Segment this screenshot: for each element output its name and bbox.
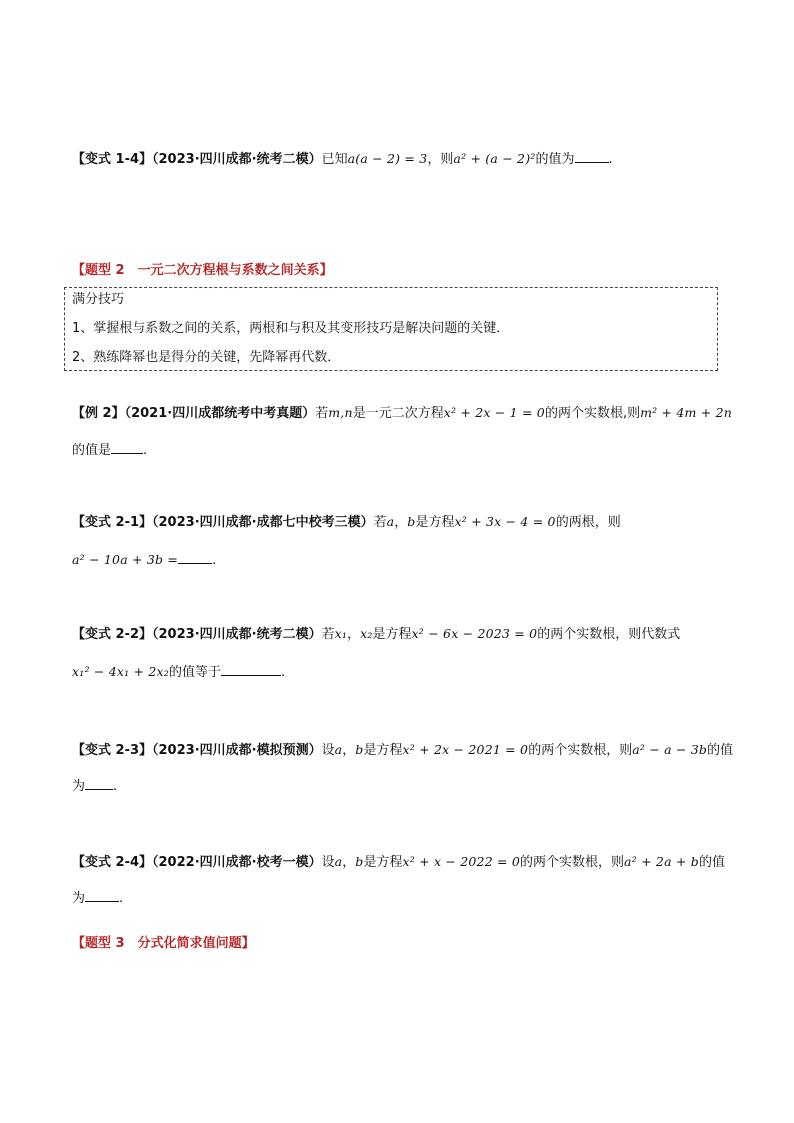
question-text: 是方程 [363, 855, 403, 870]
question-text: ， [342, 855, 356, 870]
question-text: 已知 [321, 152, 348, 167]
math-variable: b [355, 742, 364, 757]
question-text: 的两个实数根，则 [520, 855, 625, 870]
question-text: 设 [321, 743, 335, 758]
math-expression: a² − a − 3b [632, 742, 708, 757]
question-text: 若 [315, 406, 329, 421]
question-2-4-line-2 [72, 887, 123, 908]
question-end: . [119, 891, 124, 906]
section-3-heading: 【题型 3 分式化简求值问题】 [72, 936, 255, 951]
question-2-2-line-2 [72, 661, 285, 682]
question-tag: 【变式 2-2】 [72, 627, 153, 642]
question-tag: 【例 2】 [72, 406, 125, 421]
question-end: . [113, 779, 118, 794]
tips-box [64, 287, 718, 371]
question-text: 的两个实数根,则 [544, 406, 641, 421]
answer-blank [85, 887, 119, 902]
question-text: 的值 [707, 743, 734, 758]
math-expression: m² + 4m + 2n [640, 405, 733, 420]
section-2-heading: 【题型 2 一元二次方程根与系数之间关系】 [72, 263, 333, 278]
math-expression: x² + 3x − 4 = 0 [454, 514, 556, 529]
math-variable: a [386, 514, 395, 529]
question-text: 的值是 [72, 443, 112, 458]
question-end: . [212, 553, 217, 568]
question-text: 的两根，则 [555, 515, 621, 530]
math-expression: a² + (a − 2)² [453, 151, 536, 166]
answer-blank [85, 775, 113, 790]
math-expression: x² + 2x − 2021 = 0 [402, 742, 529, 757]
math-expression: m,n [328, 405, 353, 420]
question-text: 的值为 [535, 152, 575, 167]
math-expression: a² − 10a + 3b = [72, 552, 179, 567]
question-tag: 【变式 2-3】 [72, 743, 153, 758]
math-expression: x₁² − 4x₁ + 2x₂ [72, 664, 169, 679]
tips-title: 满分技巧 [72, 292, 125, 307]
question-source: （2023·四川成都·统考二模） [152, 627, 322, 642]
question-source: （2023·四川成都·成都七中校考三模） [152, 515, 374, 530]
question-text: 的两个实数根，则 [528, 743, 633, 758]
tips-line-2: 2、熟练降幂也是得分的关键，先降幂再代数． [72, 350, 341, 365]
answer-blank [221, 661, 281, 676]
math-expression: a² + 2a + b [624, 854, 699, 869]
math-expression: x² + x − 2022 = 0 [402, 854, 521, 869]
example-2-line-1 [72, 404, 732, 423]
math-expression: a(a − 2) = 3 [347, 151, 428, 166]
question-source: （2022·四川成都·校考一模） [152, 855, 322, 870]
question-2-3-line-1 [72, 741, 733, 760]
question-text: 是一元二次方程 [352, 406, 444, 421]
answer-blank [111, 439, 143, 454]
question-source: （2021·四川成都统考中考真题） [124, 406, 316, 421]
question-end: . [143, 443, 148, 458]
question-source: （2023·四川成都·统考二模） [152, 152, 322, 167]
question-text: 的两个实数根，则代数式 [537, 627, 681, 642]
question-2-2-line-1 [72, 625, 680, 644]
question-text: ， [342, 743, 356, 758]
question-2-3-line-2 [72, 775, 117, 796]
math-variable: a [334, 854, 343, 869]
question-text: 是方程 [363, 743, 403, 758]
question-tag: 【变式 2-4】 [72, 855, 153, 870]
question-tag: 【变式 1-4】 [72, 152, 153, 167]
question-2-1-line-1 [72, 513, 621, 532]
question-2-4-line-1 [72, 853, 725, 872]
math-variable: x₂ [360, 626, 373, 641]
question-text: 的值 [698, 855, 725, 870]
question-source: （2023·四川成都·模拟预测） [152, 743, 322, 758]
question-1-4 [72, 148, 613, 169]
math-variable: a [334, 742, 343, 757]
example-2-line-2 [72, 439, 147, 460]
question-text: 是方程 [372, 627, 412, 642]
question-end: . [280, 665, 286, 680]
question-text: 的值等于 [168, 665, 221, 680]
question-text: 为 [72, 891, 86, 906]
answer-blank [178, 549, 212, 564]
math-expression: x² − 6x − 2023 = 0 [411, 626, 538, 641]
question-text: 若 [373, 515, 387, 530]
question-text: 为 [72, 779, 86, 794]
math-variable: b [407, 514, 416, 529]
question-text: ，则 [427, 152, 454, 167]
question-2-1-line-2 [72, 549, 216, 570]
question-tag: 【变式 2-1】 [72, 515, 153, 530]
answer-blank [575, 148, 609, 163]
question-text: ， [394, 515, 408, 530]
tips-line-1: 1、掌握根与系数之间的关系，两根和与积及其变形技巧是解决问题的关键． [72, 321, 510, 336]
math-variable: x₁ [334, 626, 348, 641]
math-variable: b [355, 854, 364, 869]
math-expression: x² + 2x − 1 = 0 [443, 405, 545, 420]
question-text: ， [347, 627, 361, 642]
question-text: 是方程 [415, 515, 455, 530]
question-end: . [608, 152, 613, 167]
question-text: 若 [321, 627, 335, 642]
question-text: 设 [321, 855, 335, 870]
